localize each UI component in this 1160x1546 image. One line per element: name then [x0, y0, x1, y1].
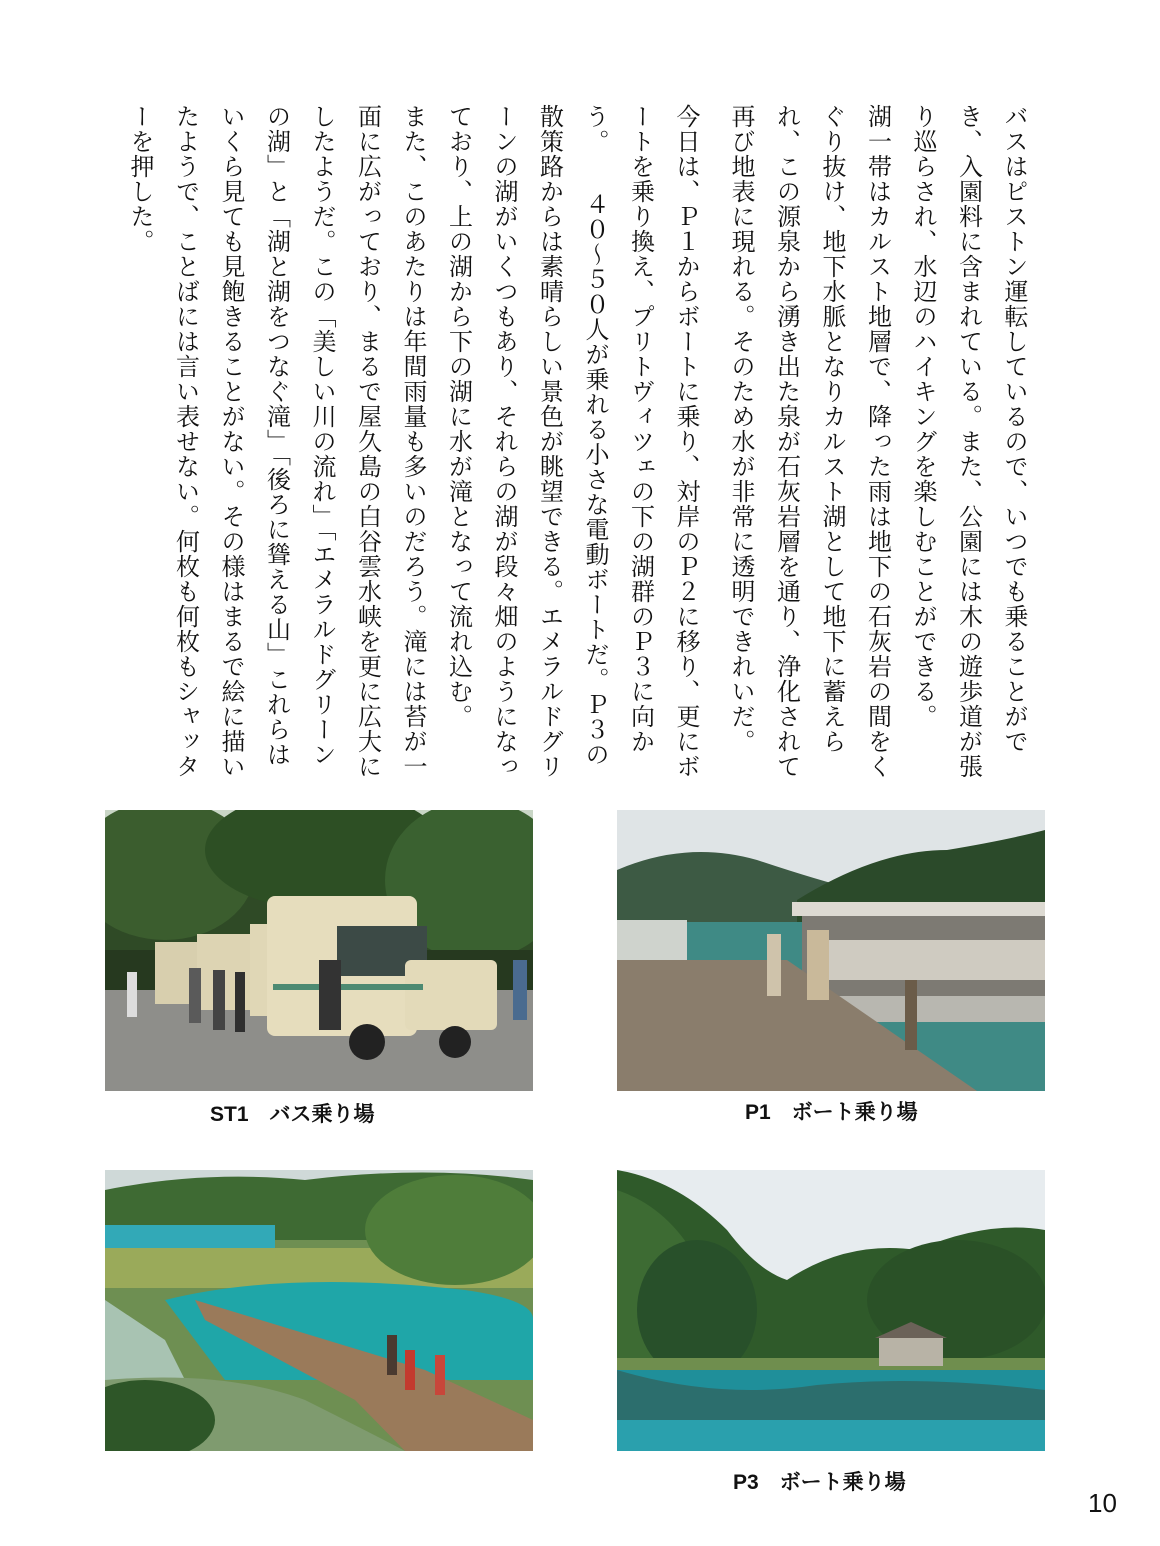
- paragraph-falls: また、このあたりは年間雨量も多いのだろう。滝には苔が一面に広がっており、まるで屋久島の白谷雲水峡を更に広大にしたようだ。この「美しい川の流れ」「エメラルドグリーンの湖」と「湖と湖をつなぐ滝」「後ろに聳える山」これらはいくら見ても見飽きることがない。その様はまるで絵に描いたようで、ことばには言い表せない。何枚も何枚もシャッターを押した。: [126, 104, 427, 779]
- photo-bus-station: [105, 810, 533, 1091]
- caption-p1-boat-dock: P1 ボート乗り場: [745, 1101, 918, 1124]
- text-column-upper: [724, 104, 1036, 784]
- caption-bus-station: ST1 バス乗り場: [210, 1103, 375, 1126]
- paragraph-boat: 今日は、Ｐ１からボートに乗り、対岸のＰ２に移り、更にボートを乗り換え、プリトヴィツェの下の湖群のＰ３に向かう。 ４０～５０人が乗れる小さな電動ボートだ。Ｐ３の散策路からは素晴らしい景色が眺望できる。エメラルドグリーンの湖がいくつもあり、それらの湖が段々畑のようになっており、上の湖から下の湖に水が滝となって流れ込む。: [444, 104, 700, 779]
- photo-boat-dock-p1: [617, 810, 1045, 1091]
- photo-waterfall-boardwalk: [105, 1170, 533, 1451]
- paragraph-bus: バスはピストン運転しているので、いつでも乗ることができ、入園料に含まれている。また、公園には木の遊歩道が張り巡らされ、水辺のハイキングを楽しむことができる。: [909, 104, 1028, 779]
- page-number: 10: [1088, 1488, 1117, 1518]
- caption-p3-boat-dock: P3 ボート乗り場: [733, 1471, 906, 1494]
- paragraph-karst: 湖一帯はカルスト地層で、降った雨は地下の石灰岩の間をくぐり抜け、地下水脈となりカルスト湖として地下に蓄えられ、この源泉から湧き出た泉が石灰岩層を通り、浄化されて再び地表に現れる。そのため水が非常に透明できれいだ。: [727, 104, 892, 779]
- photo-lake-p3: [617, 1170, 1045, 1451]
- text-column-lower: [126, 104, 708, 784]
